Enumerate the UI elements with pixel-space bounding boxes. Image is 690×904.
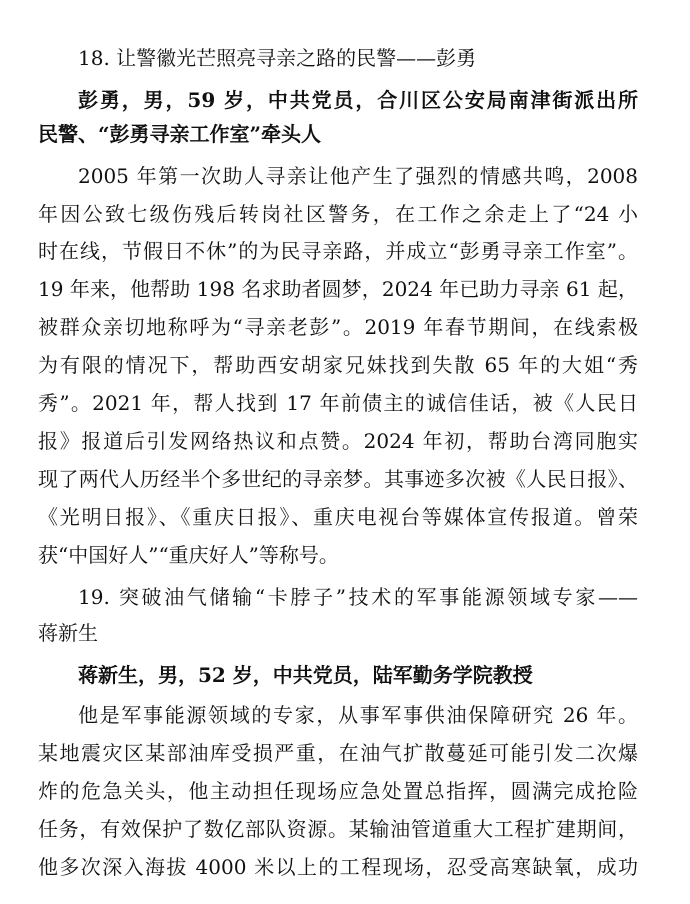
section-18-body-line: 获“中国好人”“重庆好人”等称号。 [38,543,339,567]
section-18-body-line: 被群众亲切地称呼为“寻亲老彭”。2019 年春节期间，在线索极 [38,315,638,339]
section-19-body-line: 任务，有效保护了数亿部队资源。某输油管道重大工程扩建期间， [38,817,638,841]
section-18-body-line: 2005 年第一次助人寻亲让他产生了强烈的情感共鸣，2008 [78,164,638,188]
section-18-body-line: 秀”。2021 年，帮人找到 17 年前债主的诚信佳话，被《人民日 [38,391,638,415]
section-18-body-line: 为有限的情况下，帮助西安胡家兄妹找到失散 65 年的大姐“秀 [38,353,638,377]
section-18-subtitle-line-1: 彭勇，男，59 岁，中共党员，合川区公安局南津街派出所 [78,88,638,112]
section-19-body-line: 炸的危急关头，他主动担任现场应急处置总指挥，圆满完成抢险 [38,779,638,803]
section-19-heading-line-1: 19. 突破油气储输“卡脖子”技术的军事能源领域专家—— [78,585,638,609]
section-18-body-line: 《光明日报》、《重庆日报》、重庆电视台等媒体宣传报道。曾荣 [38,505,638,529]
section-18-body-line: 现了两代人历经半个多世纪的寻亲梦。其事迹多次被《人民日报》、 [38,467,638,491]
section-18-heading: 18. 让警徽光芒照亮寻亲之路的民警——彭勇 [78,46,477,70]
section-18-body-line: 年因公致七级伤残后转岗社区警务，在工作之余走上了“24 小 [38,202,638,226]
section-19-body-line: 他是军事能源领域的专家，从事军事供油保障研究 26 年。 [78,703,638,727]
section-18-subtitle-line-2: 民警、“彭勇寻亲工作室”牵头人 [38,122,322,146]
section-19-body-line: 他多次深入海拔 4000 米以上的工程现场，忍受高寒缺氧，成功 [38,855,638,879]
section-18-body-line: 时在线，节假日不休”的为民寻亲路，并成立“彭勇寻亲工作室”。 [38,239,638,263]
section-19-body-line: 某地震灾区某部油库受损严重，在油气扩散蔓延可能引发二次爆 [38,741,638,765]
section-18-body-line: 报》报道后引发网络热议和点赞。2024 年初，帮助台湾同胞实 [38,429,638,453]
section-18-body-line: 19 年来，他帮助 198 名求助者圆梦，2024 年已助力寻亲 61 起， [38,277,638,301]
section-19-heading-line-2: 蒋新生 [38,621,98,645]
section-19-subtitle: 蒋新生，男，52 岁，中共党员，陆军勤务学院教授 [78,663,533,687]
